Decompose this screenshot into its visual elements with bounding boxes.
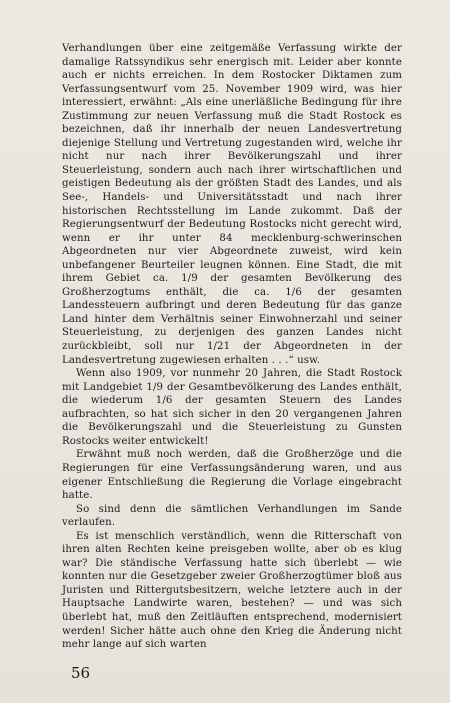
paragraph-5: Es ist menschlich verständlich, wenn die Ritterschaft von ihren alten Rechten keine preisgeben wollte, aber ob es klug war? Die ständische Verfassung hatte sich überlebt — wie konnten nur die Gesetzgeber zweier Großherzogtümer bloß aus Juristen und Rittergutsbesitzern, welche letztere auch in der Hauptsache Landwirte waren, bestehen? — und was sich überlebt hat, muß den Zeitläuften entsprechend, modernisiert werden! Sicher hätte auch ohne den Krieg die Änderung nicht mehr lange auf sich warten — [62, 530, 402, 651]
paragraph-2: Wenn also 1909, vor nunmehr 20 Jahren, die Stadt Rostock mit Landgebiet 1/9 der Gesamtbevölkerung des Landes enthält, die wiederum 1/6 der gesamten Steuern des Landes aufbrachten, so hat sich sicher in den 20 vergangenen Jahren die Bevölkerungszahl und die Steuerleistung zu Gunsten Rostocks weiter entwickelt! — [62, 368, 402, 447]
paragraph-4: So sind denn die sämtlichen Verhandlungen im Sande verlaufen. — [62, 503, 402, 529]
body-text — [62, 42, 402, 652]
paragraph-3: Erwähnt muß noch werden, daß die Großherzöge und die Regierungen für eine Verfassungsänderung waren, und aus eigener Entschließung die Regierung die Vorlage eingebracht hatte. — [62, 449, 402, 502]
page-number: 56 — [71, 664, 91, 682]
paragraph-1: Verhandlungen über eine zeitgemäße Verfassung wirkte der damalige Ratssyndikus sehr energisch mit. Leider aber konnte auch er nichts erreichen. In dem Rostocker Diktamen zum Verfassungsentwurf vom 25. November 1909 wird, was hier interessiert, erwähnt: „Als eine unerläßliche Bedingung für ihre Zustimmung zur neuen Verfassung muß die Stadt Rostock es bezeichnen, daß ihr innerhalb der neuen Landesvertretung diejenige Stellung und Vertretung zugestanden wird, welche ihr nicht nur nach ihrer Bevölkerungszahl und ihrer Steuerleistung, sondern auch nach ihrer wirtschaftlichen und geistigen Bedeutung als der größten Stadt des Landes, und als See-, Handels- und Universitätsstadt und nach ihrer historischen Rechtsstellung im Lande zukommt. Daß der Regierungsentwurf der Bedeutung Rostocks nicht gerecht wird, wenn er ihr unter 84 mecklenburg-schwerinschen Abgeordneten nur vier Abgeordnete zuweist, wird kein unbefangener Beurteiler leugnen können. Eine Stadt, die mit ihrem Gebiet ca. 1/9 der gesamten Bevölkerung des Großherzogtums enthält, die ca. 1/6 der gesamten Landessteuern aufbringt und deren Bedeutung für das ganze Land hinter dem Verhältnis seiner Einwohnerzahl und seiner Steuerleistung, zu derjenigen des ganzen Landes nicht zurückbleibt, soll nur 1/21 der Abgeordneten in der Landesvertretung zugewiesen erhalten . . .“ usw. — [62, 43, 402, 366]
